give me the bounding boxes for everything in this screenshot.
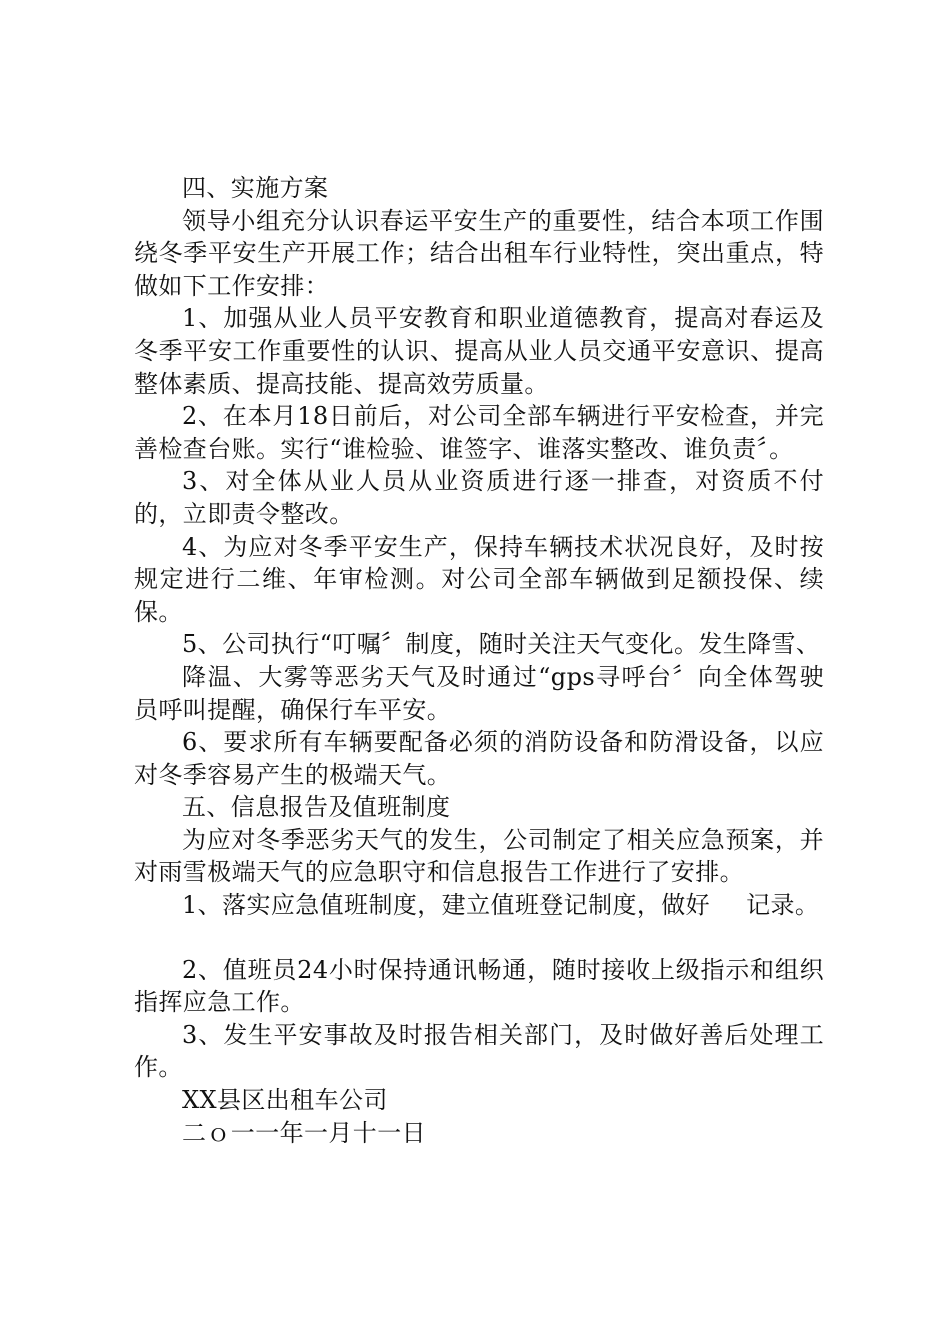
list-item-3: 3、对全体从业人员从业资质进行逐一排查，对资质不付的，立即责令整改。 — [134, 467, 824, 528]
sub-item-1 — [134, 889, 824, 922]
paragraph-intro: 领导小组充分认识春运平安生产的重要性，结合本项工作围绕冬季平安生产开展工作；结合出租车行业特性，突出重点，特做如下工作安排： — [134, 206, 824, 300]
blank-line — [134, 922, 824, 954]
list-item-1: 1、加强从业人员平安教育和职业道德教育，提高对春运及冬季平安工作重要性的认识、提高从业人员交通平安意识、提高整体素质、提高技能、提高效劳质量。 — [134, 304, 824, 398]
section-heading-reporting: 五、信息报告及值班制度 — [182, 793, 451, 822]
document-date: 二ｏ一一年一月十一日 — [182, 1118, 426, 1147]
document-body — [134, 172, 824, 1149]
sub-item-3: 3、发生平安事故及时报告相关部门，及时做好善后处理工作。 — [134, 1020, 824, 1082]
list-item-5-part1: 5、公司执行“叮嘱〞制度，随时关注天气变化。发生降雪、 — [182, 630, 821, 659]
paragraph-intro-2: 为应对冬季恶劣天气的发生，公司制定了相关应急预案，并对雨雪极端天气的应急职守和信息报告工作进行了安排。 — [134, 825, 824, 887]
sub-item-1-tail: 记录。 — [746, 891, 820, 920]
list-item-5-part2: 降温、大雾等恶劣天气及时通过“gps寻呼台〞向全体驾驶员呼叫提醒，确保行车平安。 — [134, 662, 824, 724]
company-name: XX县区出租车公司 — [182, 1086, 388, 1115]
section-heading-implementation: 四、实施方案 — [182, 174, 329, 202]
sub-item-1-text: 1、落实应急值班制度，建立值班登记制度，做好 — [182, 891, 711, 920]
list-item-4: 4、为应对冬季平安生产，保持车辆技术状况良好，及时按规定进行二维、年审检测。对公司全部车辆做到足额投保、续保。 — [134, 532, 824, 626]
list-item-6: 6、要求所有车辆要配备必须的消防设备和防滑设备，以应对冬季容易产生的极端天气。 — [134, 728, 824, 789]
sub-item-2: 2、值班员24小时保持通讯畅通，随时接收上级指示和组织指挥应急工作。 — [134, 955, 824, 1017]
list-item-2: 2、在本月18日前后，对公司全部车辆进行平安检查，并完善检查台账。实行“谁检验、谁签字、谁落实整改、谁负责〞。 — [134, 402, 824, 463]
